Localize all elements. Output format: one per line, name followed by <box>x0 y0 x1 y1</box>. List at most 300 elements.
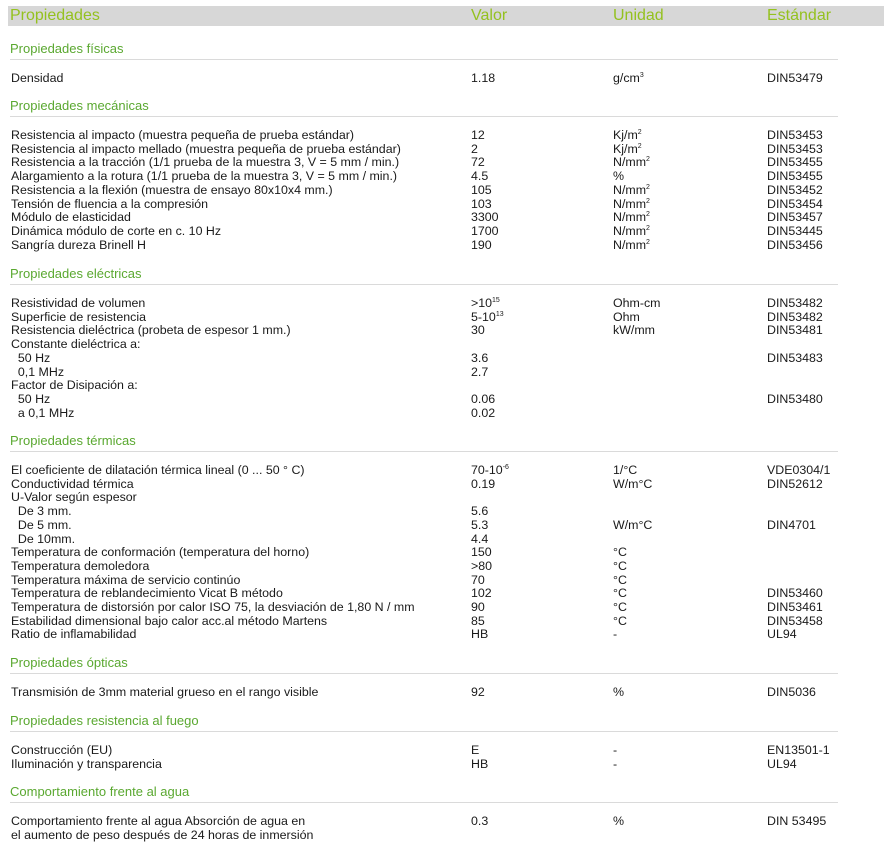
property-name-text: Conductividad térmica <box>11 476 134 491</box>
property-row <box>0 586 892 600</box>
property-standard-text: DIN53452 <box>767 182 823 197</box>
property-standard <box>767 197 823 211</box>
property-name <box>11 614 327 628</box>
property-name <box>11 128 354 142</box>
property-name-text: Temperatura de distorsión por calor ISO 75, la desviación de 1,80 N / mm <box>11 600 415 614</box>
property-name <box>11 155 399 169</box>
property-standard <box>767 183 823 197</box>
property-row <box>0 406 892 420</box>
property-value <box>471 518 488 532</box>
property-value-text: 4.5 <box>471 169 489 184</box>
property-unit-exponent: 3 <box>639 72 644 79</box>
property-name-text: Transmisión de 3mm material grueso en el rango visible <box>11 685 319 699</box>
property-unit-exponent: 2 <box>637 129 642 136</box>
property-name <box>11 490 137 504</box>
property-unit <box>613 310 640 324</box>
property-row <box>0 238 892 252</box>
property-value <box>471 614 485 628</box>
property-value <box>471 71 495 85</box>
property-value <box>471 169 488 183</box>
property-name <box>11 532 75 546</box>
property-standard-text: DIN53479 <box>767 71 823 85</box>
property-value <box>471 183 492 197</box>
property-value <box>471 573 485 587</box>
property-row <box>0 685 892 699</box>
property-name <box>11 210 131 224</box>
property-name <box>11 238 146 252</box>
property-unit-text: °C <box>613 558 627 573</box>
property-unit-text: N/mm <box>613 155 647 170</box>
property-value <box>471 351 488 365</box>
property-row <box>0 743 892 757</box>
property-name <box>11 310 146 324</box>
property-value-exponent: 13 <box>495 310 504 318</box>
property-unit <box>613 323 655 337</box>
property-standard-text: DIN53455 <box>767 155 823 170</box>
property-unit-text: Ohm <box>613 309 640 324</box>
property-name-text: Iluminación y transparencia <box>11 756 162 771</box>
property-value-text: E <box>471 743 480 757</box>
property-value <box>471 627 488 641</box>
property-value <box>471 757 488 771</box>
property-unit-text: Kj/m <box>613 141 638 156</box>
property-value-text: 103 <box>471 196 492 211</box>
property-name-text: Superficie de resistencia <box>11 309 146 324</box>
property-standard-text: DIN 53495 <box>767 814 827 828</box>
property-standard <box>767 743 830 757</box>
property-unit <box>613 71 644 85</box>
property-name <box>11 224 221 238</box>
property-standard <box>767 757 797 771</box>
property-unit <box>613 573 627 587</box>
property-unit <box>613 586 627 600</box>
property-standard-text: DIN53455 <box>767 169 823 184</box>
property-standard <box>767 627 797 641</box>
property-standard-text: DIN53483 <box>767 350 823 365</box>
property-unit-exponent: 2 <box>646 156 650 164</box>
property-name <box>11 573 240 587</box>
property-name <box>11 337 141 351</box>
property-row <box>0 155 892 169</box>
property-unit <box>613 142 642 156</box>
property-value-exponent: 15 <box>492 297 500 304</box>
property-unit <box>613 627 617 641</box>
property-row <box>0 614 892 628</box>
property-name-text: U-Valor según espesor <box>11 490 137 505</box>
property-standard <box>767 600 823 614</box>
property-standard-text: UL94 <box>767 627 797 642</box>
property-name <box>11 169 397 183</box>
property-row <box>0 477 892 491</box>
property-standard-text: DIN53482 <box>767 296 823 310</box>
property-unit <box>613 155 650 169</box>
property-row <box>0 504 892 518</box>
property-row <box>0 142 892 156</box>
property-standard-text: DIN53481 <box>767 323 823 338</box>
property-value-text: 92 <box>471 685 485 699</box>
header-unit: Unidad <box>613 7 664 24</box>
property-row <box>0 814 892 828</box>
property-name <box>11 504 72 518</box>
property-unit-exponent: 2 <box>637 142 642 150</box>
property-name-text: Factor de Disipación a: <box>11 378 138 393</box>
property-value <box>471 142 478 156</box>
property-name-text: Temperatura demoledora <box>11 558 150 573</box>
property-name-text: Estabilidad dimensional bajo calor acc.al método Martens <box>11 613 328 628</box>
property-standard <box>767 169 823 183</box>
property-value-exponent: -6 <box>502 464 509 471</box>
section-title: Propiedades térmicas <box>10 433 838 452</box>
property-name-text: Temperatura de reblandecimiento Vicat B método <box>11 586 283 601</box>
property-standard <box>767 224 823 238</box>
property-row <box>0 169 892 183</box>
property-unit <box>613 463 637 477</box>
property-name-text: Tensión de fluencia a la compresión <box>11 196 208 211</box>
property-unit <box>613 296 661 310</box>
property-standard-text: DIN53458 <box>767 613 823 628</box>
property-value <box>471 586 492 600</box>
property-value-text: HB <box>471 756 489 771</box>
property-unit-text: - <box>613 743 618 757</box>
property-value-text: >10 <box>471 296 493 310</box>
property-value-text: 12 <box>471 128 485 142</box>
property-unit-exponent: 2 <box>646 183 650 191</box>
property-unit <box>613 210 650 224</box>
property-name <box>11 600 415 614</box>
property-row <box>0 559 892 573</box>
property-name-text: Ratio de inflamabilidad <box>11 627 137 642</box>
section-title: Propiedades mecánicas <box>10 98 838 117</box>
property-unit-text: N/mm <box>613 196 647 211</box>
property-name <box>11 685 318 699</box>
property-standard <box>767 586 823 600</box>
property-name <box>11 518 72 532</box>
property-name <box>11 296 145 310</box>
property-row <box>0 197 892 211</box>
property-name <box>11 323 291 337</box>
property-value-text: 1.18 <box>471 71 496 85</box>
property-value-text: 150 <box>471 545 492 560</box>
property-value <box>471 463 509 477</box>
property-value-text: 102 <box>471 586 492 601</box>
property-unit-text: °C <box>613 586 627 601</box>
property-standard-text: DIN5036 <box>767 685 816 699</box>
property-value-text: 0.3 <box>471 814 489 828</box>
property-row <box>0 757 892 771</box>
property-name <box>11 183 333 197</box>
section-title: Comportamiento frente al agua <box>10 784 838 803</box>
property-value <box>471 197 492 211</box>
property-unit <box>613 559 627 573</box>
property-name <box>11 71 63 85</box>
section-title: Propiedades físicas <box>10 41 838 60</box>
header-standard: Estándar <box>767 7 832 24</box>
property-unit <box>613 238 650 252</box>
property-unit-text: Ohm-cm <box>613 296 661 310</box>
property-value-text: 4.4 <box>471 531 489 546</box>
property-name-text: Temperatura de conformación (temperatura del horno) <box>11 545 310 560</box>
property-row <box>0 463 892 477</box>
property-unit-text: °C <box>613 545 627 560</box>
property-unit-text: N/mm <box>613 182 647 197</box>
property-name-text: Alargamiento a la rotura (1/1 prueba de la muestra 3, V = 5 mm / min.) <box>11 169 398 184</box>
property-row <box>0 573 892 587</box>
property-name-text: Sangría dureza Brinell H <box>11 237 146 252</box>
property-unit-exponent: 2 <box>646 238 650 246</box>
property-name-text: 50 Hz <box>11 391 51 406</box>
property-name-text: Comportamiento frente al agua Absorción de agua en <box>11 814 306 828</box>
property-standard <box>767 238 823 252</box>
property-unit-text: kW/mm <box>613 323 655 338</box>
property-standard-text: DIN53461 <box>767 600 823 614</box>
property-value-text: 70 <box>471 572 485 587</box>
property-standard-text: DIN52612 <box>767 476 823 491</box>
property-name <box>11 757 162 771</box>
property-name-text: Resistencia a la flexión (muestra de ensayo 80x10x4 mm.) <box>11 182 333 197</box>
property-row <box>0 296 892 310</box>
property-unit-text: W/m°C <box>613 476 653 491</box>
property-value <box>471 504 488 518</box>
property-name-text: Dinámica módulo de corte en c. 10 Hz <box>11 223 222 238</box>
section-title: Propiedades eléctricas <box>10 266 838 285</box>
property-unit <box>613 128 642 142</box>
property-value <box>471 392 495 406</box>
property-row <box>0 518 892 532</box>
property-name-text: El coeficiente de dilatación térmica lineal (0 ... 50 ° C) <box>11 463 305 477</box>
property-value <box>471 365 488 379</box>
property-unit-text: - <box>613 756 618 771</box>
property-unit <box>613 518 652 532</box>
property-value-text: 190 <box>471 237 492 252</box>
property-standard <box>767 155 823 169</box>
property-value <box>471 310 504 324</box>
property-row <box>0 545 892 559</box>
property-row <box>0 224 892 238</box>
property-row <box>0 71 892 85</box>
property-standard-text: DIN53453 <box>767 141 823 156</box>
property-unit <box>613 169 624 183</box>
property-row <box>0 310 892 324</box>
table-header-bar <box>8 6 884 26</box>
property-value <box>471 545 492 559</box>
property-value-text: 0.02 <box>471 405 496 420</box>
property-standard <box>767 814 826 828</box>
property-name-text: Resistencia al impacto mellado (muestra pequeña de prueba estándar) <box>11 141 401 156</box>
property-row <box>0 532 892 546</box>
property-value-text: 85 <box>471 613 485 628</box>
property-name-text: De 10mm. <box>11 531 76 546</box>
property-row <box>0 183 892 197</box>
property-standard-text: VDE0304/1 <box>767 463 831 477</box>
property-standard-text: UL94 <box>767 756 797 771</box>
property-unit-text: g/cm <box>613 71 640 85</box>
property-row <box>0 828 892 842</box>
property-row <box>0 392 892 406</box>
property-standard <box>767 323 823 337</box>
property-unit-text: 1/°C <box>613 463 638 477</box>
property-unit <box>613 743 617 757</box>
property-name <box>11 743 112 757</box>
property-name-text: Resistividad de volumen <box>11 296 146 310</box>
property-row <box>0 600 892 614</box>
property-value <box>471 559 492 573</box>
property-row <box>0 128 892 142</box>
property-unit <box>613 685 624 699</box>
property-unit <box>613 197 650 211</box>
property-value <box>471 532 488 546</box>
property-name-text: De 3 mm. <box>11 504 72 519</box>
property-unit <box>613 545 627 559</box>
property-value <box>471 323 485 337</box>
property-name <box>11 142 401 156</box>
property-standard <box>767 392 823 406</box>
property-unit <box>613 477 652 491</box>
property-name <box>11 814 305 828</box>
property-name-text: Resistencia dieléctrica (probeta de espesor 1 mm.) <box>11 323 291 338</box>
property-value-text: 0.06 <box>471 391 496 406</box>
property-value <box>471 155 485 169</box>
property-standard <box>767 463 830 477</box>
property-name-text: De 5 mm. <box>11 517 72 532</box>
property-unit-text: - <box>613 627 618 642</box>
property-unit-exponent: 2 <box>646 197 650 205</box>
property-unit <box>613 757 617 771</box>
property-unit-exponent: 2 <box>646 224 650 232</box>
property-standard <box>767 518 816 532</box>
property-name-text: el aumento de peso después de 24 horas de inmersión <box>11 827 314 842</box>
property-value-text: 5.6 <box>471 504 489 519</box>
property-value-text: 2 <box>471 141 478 156</box>
property-standard <box>767 142 823 156</box>
property-name-text: Construcción (EU) <box>11 743 113 757</box>
property-row <box>0 323 892 337</box>
property-value-text: >80 <box>471 558 493 573</box>
property-standard-text: DIN4701 <box>767 517 816 532</box>
property-unit-text: N/mm <box>613 237 647 252</box>
property-standard-text: DIN53482 <box>767 309 823 324</box>
property-value <box>471 210 499 224</box>
property-name-text: Resistencia a la tracción (1/1 prueba de la muestra 3, V = 5 mm / min.) <box>11 155 400 170</box>
property-unit-exponent: 2 <box>646 211 650 219</box>
property-unit <box>613 814 624 828</box>
property-value-text: HB <box>471 627 489 642</box>
property-name-text: Resistencia al impacto (muestra pequeña de prueba estándar) <box>11 128 355 142</box>
property-name <box>11 197 208 211</box>
property-value <box>471 600 485 614</box>
property-value <box>471 477 495 491</box>
property-standard <box>767 71 823 85</box>
property-standard <box>767 614 823 628</box>
property-name <box>11 406 74 420</box>
property-standard <box>767 351 823 365</box>
property-row <box>0 210 892 224</box>
property-value-text: 0.19 <box>471 476 496 491</box>
property-name-text: Densidad <box>11 71 64 85</box>
property-name <box>11 365 64 379</box>
property-value-text: 2.7 <box>471 364 489 379</box>
property-standard-text: EN13501-1 <box>767 743 830 757</box>
header-property: Propiedades <box>10 7 100 24</box>
property-unit <box>613 614 627 628</box>
header-value: Valor <box>471 7 508 24</box>
property-unit-text: W/m°C <box>613 517 653 532</box>
property-unit-text: °C <box>613 613 627 628</box>
property-name <box>11 545 309 559</box>
property-row <box>0 365 892 379</box>
property-value-text: 105 <box>471 182 492 197</box>
property-value-text: 1700 <box>471 223 499 238</box>
property-value <box>471 224 499 238</box>
property-unit-text: Kj/m <box>613 128 638 142</box>
property-unit <box>613 183 650 197</box>
property-name-text: Módulo de elasticidad <box>11 210 131 225</box>
property-name <box>11 559 149 573</box>
property-row <box>0 337 892 351</box>
property-row <box>0 351 892 365</box>
property-unit-text: °C <box>613 572 627 587</box>
property-standard <box>767 128 823 142</box>
property-unit <box>613 600 627 614</box>
property-standard <box>767 210 823 224</box>
property-name-text: Temperatura máxima de servicio continúo <box>11 572 241 587</box>
property-value-text: 5-10 <box>471 309 496 324</box>
property-row <box>0 490 892 504</box>
property-value-text: 70-10 <box>471 463 503 477</box>
property-standard-text: DIN53480 <box>767 391 823 406</box>
property-standard <box>767 296 823 310</box>
section-title: Propiedades resistencia al fuego <box>10 713 838 732</box>
property-name <box>11 627 136 641</box>
property-value <box>471 814 488 828</box>
property-standard-text: DIN53445 <box>767 223 823 238</box>
property-row <box>0 627 892 641</box>
property-value <box>471 238 492 252</box>
section-title: Propiedades ópticas <box>10 655 838 674</box>
property-standard-text: DIN53454 <box>767 196 823 211</box>
property-name <box>11 351 50 365</box>
property-standard-text: DIN53456 <box>767 237 823 252</box>
property-value <box>471 685 485 699</box>
property-value <box>471 406 495 420</box>
property-standard <box>767 477 823 491</box>
property-standard <box>767 685 816 699</box>
property-value-text: 5.3 <box>471 517 489 532</box>
property-standard-text: DIN53457 <box>767 210 823 225</box>
property-unit <box>613 224 650 238</box>
property-value-text: 72 <box>471 155 485 170</box>
property-standard-text: DIN53460 <box>767 586 823 601</box>
property-name <box>11 586 283 600</box>
property-unit-text: °C <box>613 600 627 614</box>
property-value-text: 30 <box>471 323 485 338</box>
property-value <box>471 743 479 757</box>
property-name-text: a 0,1 MHz <box>11 405 75 420</box>
property-value <box>471 128 485 142</box>
property-name-text: Constante dieléctrica a: <box>11 337 141 352</box>
property-value-text: 3.6 <box>471 350 489 365</box>
property-name <box>11 828 313 842</box>
property-value <box>471 296 500 310</box>
property-unit-text: % <box>613 685 625 699</box>
property-unit-text: N/mm <box>613 223 647 238</box>
property-name <box>11 378 138 392</box>
property-name <box>11 463 305 477</box>
property-name <box>11 392 50 406</box>
property-standard <box>767 310 823 324</box>
property-name-text: 0,1 MHz <box>11 364 65 379</box>
property-unit-text: N/mm <box>613 210 647 225</box>
property-row <box>0 378 892 392</box>
